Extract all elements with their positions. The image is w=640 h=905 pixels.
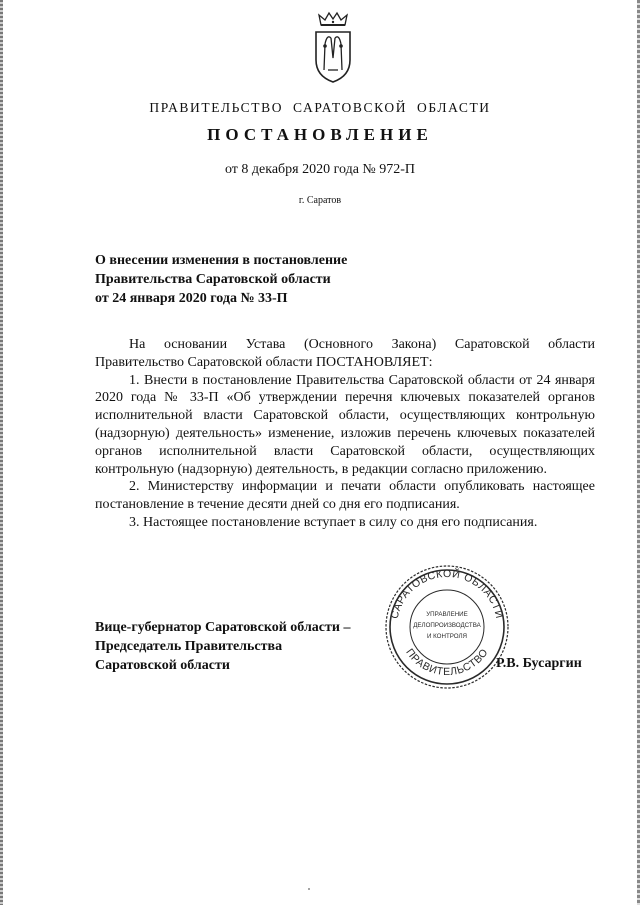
stamp-center-line: И КОНТРОЛЯ [426,633,468,640]
subject-line: О внесении изменения в постановление [95,253,348,268]
stamp-ring-top-text: САРАТОВСКОЙ ОБЛАСТИ [388,567,506,620]
stamp-center-line: УПРАВЛЕНИЕ [426,611,468,618]
government-title: ПРАВИТЕЛЬСТВО САРАТОВСКОЙ ОБЛАСТИ [149,100,491,115]
signer-line: Вице-губернатор Саратовской области – [95,620,351,635]
document-body [95,336,595,532]
body-paragraph: 3. Настоящее постановление вступает в силу со дня его подписания. [129,514,538,530]
stamp-ring-bottom-text: ПРАВИТЕЛЬСТВО [403,646,491,679]
scan-speck [308,888,310,890]
signer-line: Саратовской области [95,658,230,673]
stamp-center-line: ДЕЛОПРОИЗВОДСТВА [413,622,481,629]
signer-position [95,618,415,675]
document-type: ПОСТАНОВЛЕНИЕ [207,125,433,144]
subject-line: Правительства Саратовской области [95,272,331,287]
document-subject [95,251,415,308]
signer-line: Председатель Правительства [95,639,283,654]
body-paragraph: 1. Внести в постановление Правительства Саратовской области от 24 января 2020 года № 33-П «Об утверждении перечня ключевых показателей органов исполнительной власти Саратовской области, осуществляющих контрольную (надзорную) деятельность» изменение, изложив перечень ключевых показателей органов исполнительной власти Саратовской области, осуществляющих контрольную (надзорную) деятельность, в редакции согласно приложению. [95,372,595,477]
document-place: г. Саратов [298,195,342,206]
signer-name: Р.В. Бусаргин [496,656,582,671]
subject-line: от 24 января 2020 года № 33-П [95,291,288,306]
svg-text:ПРАВИТЕЛЬСТВО [403,646,490,678]
body-paragraph: 2. Министерству информации и печати области опубликовать настоящее постановление в течение десяти дней со дня его подписания. [95,479,595,513]
official-stamp [384,564,510,690]
saratov-coat-of-arms-icon [312,10,354,86]
body-paragraph: На основании Устава (Основного Закона) Саратовской области Правительство Саратовской области ПОСТАНОВЛЯЕТ: [95,337,595,370]
document-date-number: от 8 декабря 2020 года № 972-П [224,162,416,177]
